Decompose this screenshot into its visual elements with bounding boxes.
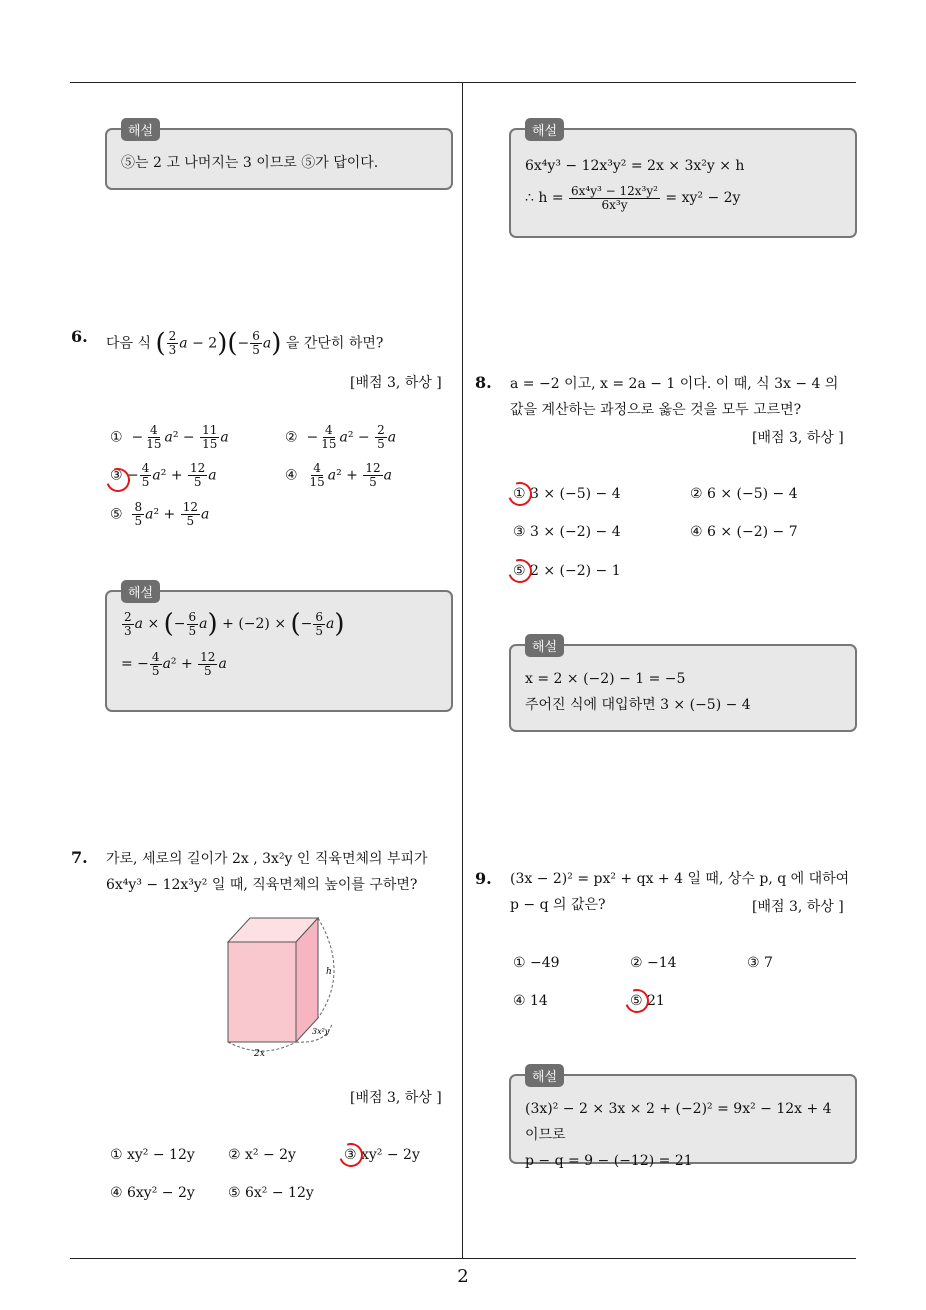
question-line: 6x⁴y³ − 12x³y² 일 때, 직육면체의 높이를 구하면?: [106, 877, 418, 893]
fraction-numerator: 6x⁴y³ − 12x³y²: [571, 183, 658, 198]
cuboid-figure: [222, 912, 362, 1062]
question-line: (3x − 2)² = px² + qx + 4 일 때, 상수 p, q 에 대하여: [510, 871, 850, 887]
question-number-6: 6.: [71, 327, 88, 346]
choice-1[interactable]: ① − $\frac{4}{15}$ a² − $\frac{11}{15}$ a: [110, 423, 229, 451]
column-divider: [462, 83, 463, 1259]
score-label: [배점 3, 하상 ]: [752, 430, 844, 446]
choice-3[interactable]: ③ − $\frac{4}{5}$ a² + $\frac{12}{5}$ a: [110, 461, 217, 489]
solution-line: 6x⁴y³ − 12x³y² = 2x × 3x²y × h: [525, 158, 745, 174]
choice-5[interactable]: ⑤ $\frac{8}{5}$ a² + $\frac{12}{5}$ a: [110, 500, 210, 528]
solution-line: = − $\frac{4}{5}$ a² + $\frac{12}{5}$ a: [121, 649, 227, 678]
answer-mark: [504, 555, 536, 587]
choice-label: ③: [110, 467, 123, 484]
solution-tag: 해설: [121, 118, 160, 141]
solution-tag: 해설: [525, 118, 564, 141]
question-text: 다음 식: [106, 335, 152, 352]
choice-1[interactable]: ① −49: [513, 955, 560, 971]
choice-label: ④: [285, 467, 298, 484]
choice-4[interactable]: ④ 6 × (−2) − 7: [690, 524, 798, 540]
choice-label: ①: [110, 429, 123, 446]
question-6-text: 다음 식 ( $\frac{2}{3}$ a − 2)(− $\frac{6}{5}$ a) 을 간단히 하면?: [106, 328, 384, 359]
solution-text: ∴ h =: [525, 190, 564, 206]
choice-2[interactable]: ② −14: [630, 955, 677, 971]
page-number: 2: [457, 1266, 469, 1287]
bottom-rule: [70, 1258, 856, 1259]
choice-4[interactable]: ④ 14: [513, 993, 548, 1009]
solution-tag: 해설: [121, 580, 160, 603]
choice-1[interactable]: ① 3 × (−5) − 4: [513, 486, 621, 502]
choice-3[interactable]: ③ 3 × (−2) − 4: [513, 524, 621, 540]
height-label: h: [326, 967, 332, 977]
score-label: [배점 3, 하상 ]: [350, 375, 442, 391]
question-number-8: 8.: [475, 373, 492, 392]
solution-tag: 해설: [525, 634, 564, 657]
question-7-text: [106, 846, 428, 898]
choice-5[interactable]: ⑤ 6x² − 12y: [228, 1185, 314, 1201]
choice-4[interactable]: ④ 6xy² − 2y: [110, 1185, 195, 1201]
solution-text: = xy² − 2y: [665, 190, 741, 206]
question-line: 값을 계산하는 과정으로 옳은 것을 모두 고르면?: [510, 402, 802, 418]
solution-line: [525, 182, 841, 214]
solution-box-6: [105, 586, 453, 712]
question-line: a = −2 이고, x = 2a − 1 이다. 이 때, 식 3x − 4 의: [510, 376, 839, 392]
score-label: [배점 3, 하상 ]: [752, 899, 844, 915]
solution-line: $\frac{2}{3}$ a × (− $\frac{6}{5}$ a) + (−2) × (− $\frac{6}{5}$ a): [124, 609, 345, 639]
width-label: 2x: [254, 1049, 265, 1059]
question-text: 을 간단히 하면?: [285, 335, 384, 352]
solution-line: x = 2 × (−2) − 1 = −5: [525, 671, 686, 687]
answer-mark: [621, 985, 653, 1017]
top-rule: [70, 82, 856, 83]
solution-box-5: [105, 124, 453, 190]
choice-4[interactable]: ④ $\frac{4}{15}$ a² + $\frac{12}{5}$ a: [285, 461, 392, 489]
solution-text: ⑤는 2 고 나머지는 3 이므로 ⑤가 답이다.: [121, 155, 379, 171]
choice-2[interactable]: ② x² − 2y: [228, 1147, 296, 1163]
choice-2[interactable]: ② − $\frac{4}{15}$ a² − $\frac{2}{5}$ a: [285, 423, 397, 451]
question-line: 가로, 세로의 길이가 2x , 3x²y 인 직육면체의 부피가: [106, 851, 428, 867]
choice-label: ②: [285, 429, 298, 446]
solution-tag: 해설: [525, 1064, 564, 1087]
score-label: [배점 3, 하상 ]: [350, 1090, 442, 1106]
choice-5[interactable]: ⑤ 21: [630, 993, 665, 1009]
choice-3[interactable]: ③ 7: [747, 955, 773, 971]
question-number-9: 9.: [475, 869, 492, 888]
depth-label: 3x²y: [312, 1027, 330, 1036]
question-line: p − q 의 값은?: [510, 897, 606, 913]
solution-box-8: [509, 640, 857, 732]
choice-label: ⑤: [110, 506, 123, 523]
question-8-text: [510, 371, 838, 423]
choice-5[interactable]: ⑤ 2 × (−2) − 1: [513, 563, 621, 579]
answer-mark: [335, 1139, 367, 1171]
choice-1[interactable]: ① xy² − 12y: [110, 1147, 195, 1163]
solution-box-7: [509, 124, 857, 238]
solution-line: (3x)² − 2 × 3x × 2 + (−2)² = 9x² − 12x + 4 이므로: [525, 1101, 832, 1143]
choice-3[interactable]: ③ xy² − 2y: [344, 1147, 420, 1163]
fraction-denominator: 6x³y: [601, 197, 628, 212]
answer-mark: [504, 478, 536, 510]
solution-line: 주어진 식에 대입하면 3 × (−5) − 4: [525, 697, 751, 713]
solution-line: p − q = 9 − (−12) = 21: [525, 1153, 693, 1169]
solution-box-9: [509, 1070, 857, 1169]
choice-2[interactable]: ② 6 × (−5) − 4: [690, 486, 798, 502]
question-number-7: 7.: [71, 848, 88, 867]
